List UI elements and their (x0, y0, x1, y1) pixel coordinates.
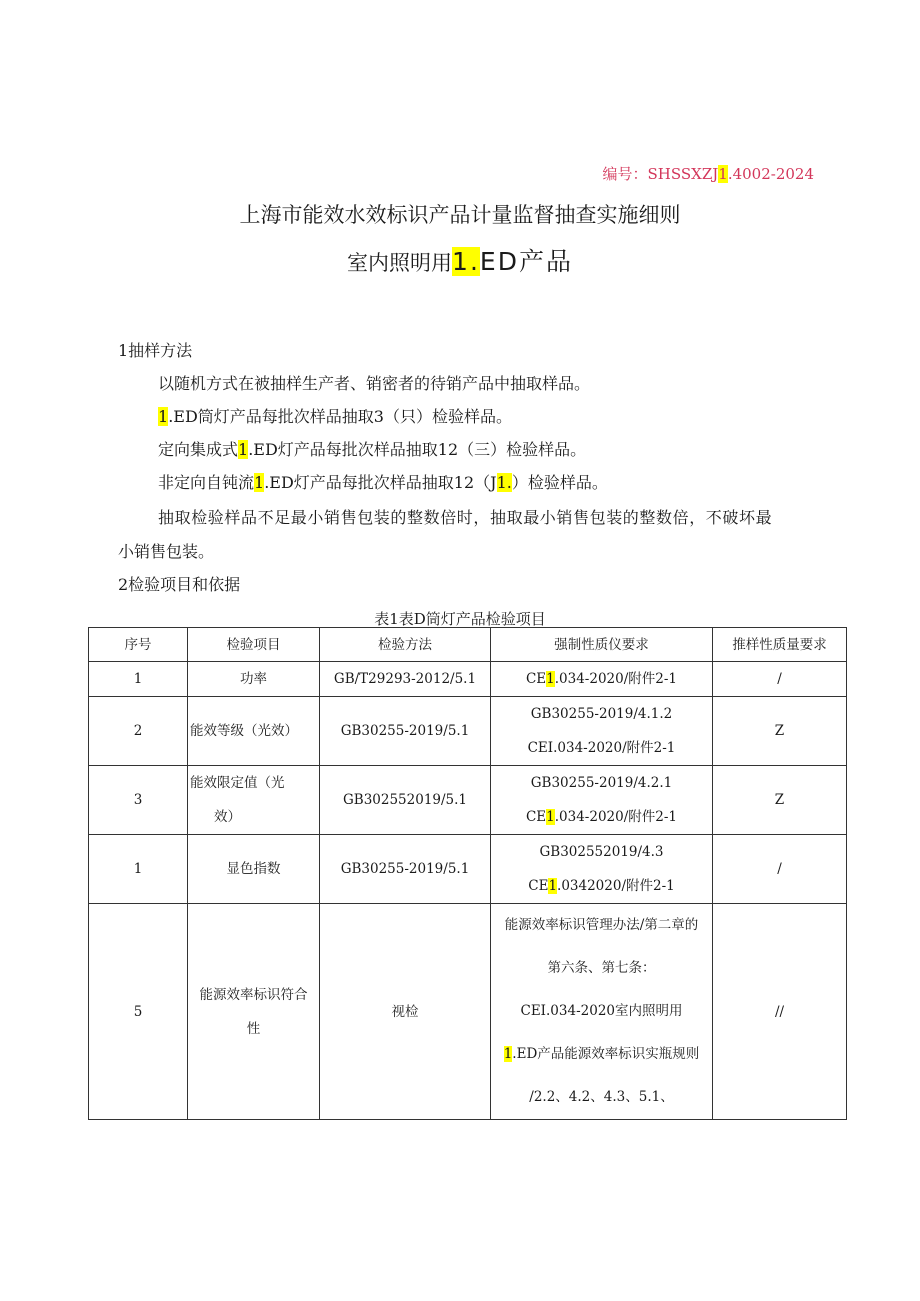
header-mandatory: 强制性质仪要求 (491, 628, 713, 662)
paragraph-1: 以随机方式在被抽样生产者、销密者的待销产品中抽取样品。 (158, 374, 591, 393)
table-row: 1 功率 GB/T29293-2012/5.1 CE1.034-2020/附件2-1 / (89, 662, 847, 697)
table-caption: 表1表D筒灯产品检验项目 (374, 610, 546, 628)
paragraph-5-continued: 小销售包装。 (118, 542, 215, 561)
table-row: 3 能效限定值（光 效） GB302552019/5.1 GB30255-2019/4.2.1 CE1.034-2020/附件2-1 Z (89, 766, 847, 835)
paragraph-5: 抽取检验样品不足最小销售包装的整数倍时，抽取最小销售包装的整数倍，不破坏最 (158, 508, 773, 527)
header-item: 检验项目 (188, 628, 320, 662)
table-header-row (89, 628, 847, 662)
inspection-table (88, 627, 847, 1120)
section-1-heading: 1抽样方法 (118, 341, 193, 360)
table-row: 2 能效等级（光效） GB30255-2019/5.1 GB30255-2019/4.1.2 CEI.034-2020/附件2-1 Z (89, 697, 847, 766)
document-number: 编号：SHSSXZJ1.4002-2024 (602, 165, 814, 183)
table-row: 5 能源效率标识符合 性 视检 能源效率标识管理办法/第二章的 第六条、第七条： CEI.034-2020室内照明用 1.ED产品能源效率标识实瓶规则 /2.2、4.2、4.3、5.1、 // (89, 904, 847, 1120)
header-method: 检验方法 (320, 628, 491, 662)
highlight-mark: 1 (718, 165, 728, 183)
table-row: 1 显色指数 GB30255-2019/5.1 GB302552019/4.3 CE1.0342020/附件2-1 / (89, 835, 847, 904)
header-no: 序号 (89, 628, 188, 662)
section-2-heading: 2检验项目和依据 (118, 575, 241, 594)
document-title: 上海市能效水效标识产品计量监督抽查实施细则 (239, 203, 681, 227)
paragraph-3: 定向集成式1.ED灯产品每批次样品抽取12（三）检验样品。 (158, 440, 587, 459)
highlight-mark: 1. (452, 247, 480, 276)
paragraph-2: 1.ED筒灯产品每批次样品抽取3（只）检验样品。 (158, 407, 512, 426)
document-subtitle: 室内照明用1.ED产品 (347, 247, 573, 276)
paragraph-4: 非定向自钝流1.ED灯产品每批次样品抽取12（J1.）检验样品。 (158, 473, 608, 492)
header-recommended: 推样性质量要求 (713, 628, 847, 662)
